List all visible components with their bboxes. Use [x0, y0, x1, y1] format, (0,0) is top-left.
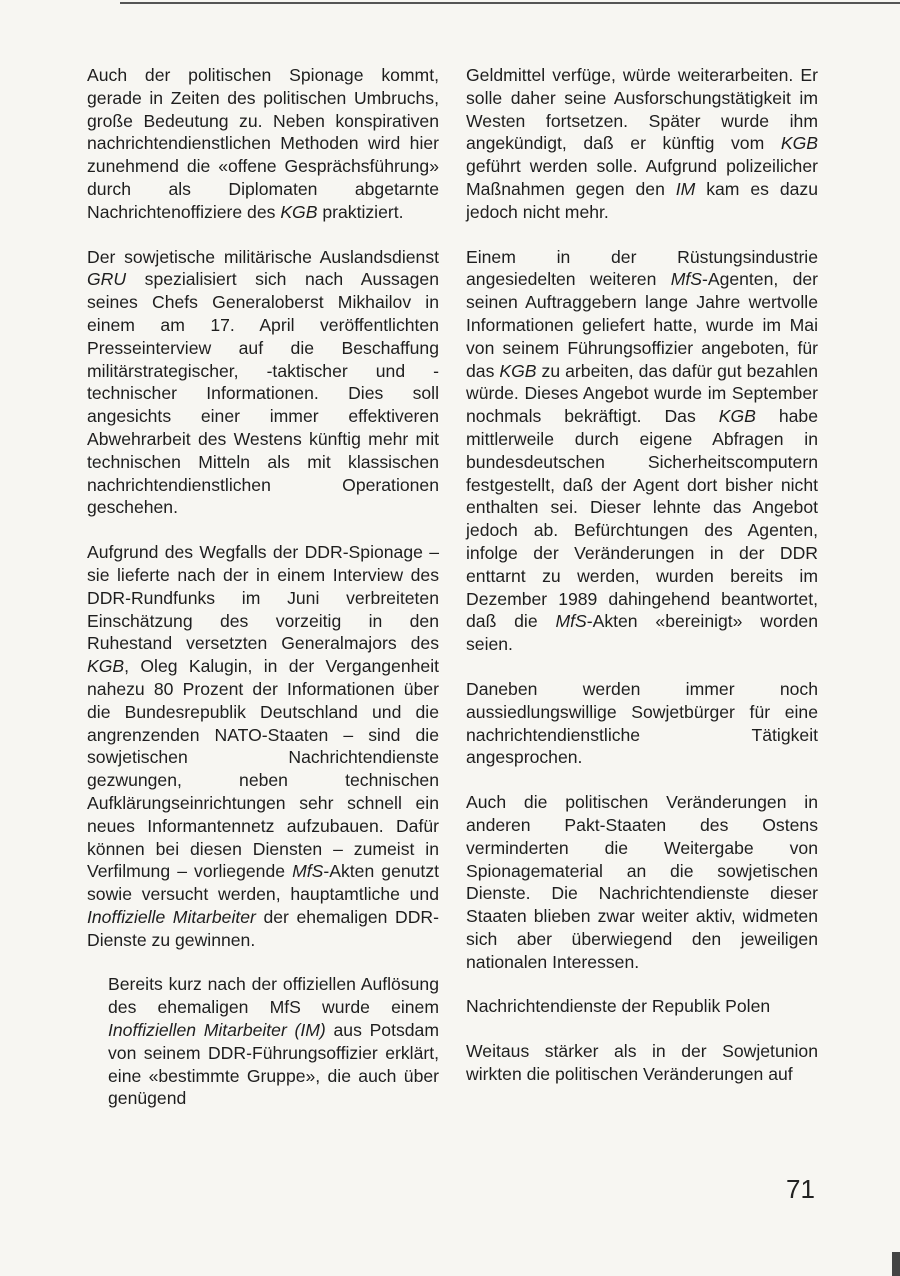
italic-term: KGB — [718, 406, 756, 427]
section-heading — [466, 995, 818, 1018]
italic-term: Inoffizielle Mitarbeiter — [87, 906, 256, 927]
text-run: zu arbeiten, das dafür gut bezahlen würde. Dieses Angebot wurde im September nochmals bekräftigt. Das — [466, 360, 819, 427]
paragraph — [87, 64, 439, 224]
italic-term: MfS — [670, 269, 702, 290]
paragraph — [466, 791, 818, 973]
top-rule — [120, 2, 900, 4]
text-run: -Akten «bereinigt» worden seien. — [466, 611, 818, 655]
text-run: -Akten genutzt sowie versucht werden, hauptamtliche und — [87, 861, 440, 905]
text-run: Einem in der Rüstungsindustrie angesiedelten weiteren — [466, 246, 818, 290]
text-run: Nachrichtendienste der Republik Polen — [466, 996, 771, 1017]
text-run: , Oleg Kalugin, in der Vergangenheit nahezu 80 Prozent der Informationen über die Bundesrepublik Deutschland und die angrenzenden NATO-Staaten – sind die sowjetischen Nachrichtendienste gezwungen, neben technischen Aufklärungseinrichtungen sehr schnell ein neues Informantennetz aufzubauen. Dafür können bei diesen Diensten – zumeist in Verfilmung – vorliegende — [87, 656, 439, 882]
text-run: -Agenten, der seinen Auftraggebern lange Jahre wertvolle Informationen geliefert hatte, wurde im Mai von seinem Führungsoffizier angeboten, für das — [466, 269, 818, 381]
italic-term: KGB — [87, 656, 125, 677]
paragraph — [466, 1040, 818, 1086]
text-run: aus Potsdam von seinem DDR-Führungsoffizier erklärt, eine «bestimmte Gruppe», die auch über genügend — [108, 1020, 439, 1109]
paragraph — [87, 541, 439, 951]
text-run: kam es dazu jedoch nicht mehr. — [466, 178, 818, 222]
text-run: spezialisiert sich nach Aussagen seines Chefs Generaloberst Mikhailov in einem am 17. April veröffentlichten Presseinterview auf die Beschaffung militärstrategischer, -taktischer und -technischer Informationen. Dies soll angesichts einer immer effektiveren Abwehrarbeit des Westens künftig mehr mit technischen Mitteln als mit klassischen nachrichtendienstlichen Operationen geschehen. — [87, 269, 439, 518]
italic-term: KGB — [780, 133, 818, 154]
page-number: 71 — [786, 1174, 815, 1204]
text-run: Daneben werden immer noch aussiedlungswillige Sowjetbürger für eine nachrichtendienstliche Tätigkeit angesprochen. — [466, 678, 818, 768]
text-run: Aufgrund des Wegfalls der DDR-Spionage – sie lieferte nach der in einem Interview des DDR-Rundfunks im Juni verbreiteten Einschätzung des vorzeitig in den Ruhestand versetzten Generalmajors des — [87, 542, 439, 654]
paragraph — [87, 246, 439, 520]
text-run: Der sowjetische militärische Auslandsdienst — [87, 246, 439, 267]
paragraph — [87, 973, 439, 1110]
text-run: habe mittlerweile durch eigene Abfragen in bundesdeutschen Sicherheitscomputern festgestellt, daß der Agent dort bisher nicht enthalten sei. Dieser lehnte das Angebot jedoch ab. Befürchtungen des Agenten, infolge der Veränderungen in der DDR enttarnt zu werden, wurden bereits im Dezember 1989 dahingehend beantwortet, daß die — [466, 406, 818, 632]
text-run: praktiziert. — [317, 201, 404, 222]
italic-term: Inoffiziellen Mitarbeiter (IM) — [108, 1020, 326, 1041]
paragraph — [466, 678, 818, 769]
paragraph — [466, 246, 818, 656]
scan-edge-mark — [892, 1252, 900, 1276]
italic-term: KGB — [280, 201, 318, 222]
italic-term: MfS — [555, 611, 587, 632]
text-run: Auch die politischen Veränderungen in anderen Pakt-Staaten des Ostens verminderten die Weitergabe von Spionagematerial an die sowjetischen Dienste. Die Nachrichtendienste dieser Staaten blieben zwar weiter aktiv, widmeten sich aber überwiegend den jeweiligen nationalen Interessen. — [466, 792, 818, 972]
paragraph — [466, 64, 818, 224]
text-run: Weitaus stärker als in der Sowjetunion wirkten die politischen Veränderungen auf — [466, 1041, 818, 1085]
text-run: Geldmittel verfüge, würde weiterarbeiten. Er solle daher seine Ausforschungstätigkeit im Westen fortsetzen. Später wurde ihm angekündigt, daß er künftig vom — [466, 65, 818, 154]
right-column — [466, 64, 818, 1108]
text-run: Bereits kurz nach der offiziellen Auflösung des ehemaligen MfS wurde einem — [108, 974, 439, 1018]
italic-term: GRU — [87, 269, 127, 290]
italic-term: IM — [675, 178, 696, 199]
left-column — [87, 64, 439, 1110]
text-run: Auch der politischen Spionage kommt, gerade in Zeiten des politischen Umbruchs, große Bedeutung zu. Neben konspirativen nachrichtendienstlichen Methoden wird hier zunehmend die «offene Gesprächsführung» durch als Diplomaten abgetarnte Nachrichtenoffiziere des — [87, 65, 439, 222]
italic-term: KGB — [499, 360, 537, 381]
text-run: geführt werden solle. Aufgrund polizeilicher Maßnahmen gegen den — [466, 156, 818, 199]
text-run: der ehemaligen DDR-Dienste zu gewinnen. — [87, 906, 439, 950]
italic-term: MfS — [292, 861, 324, 882]
